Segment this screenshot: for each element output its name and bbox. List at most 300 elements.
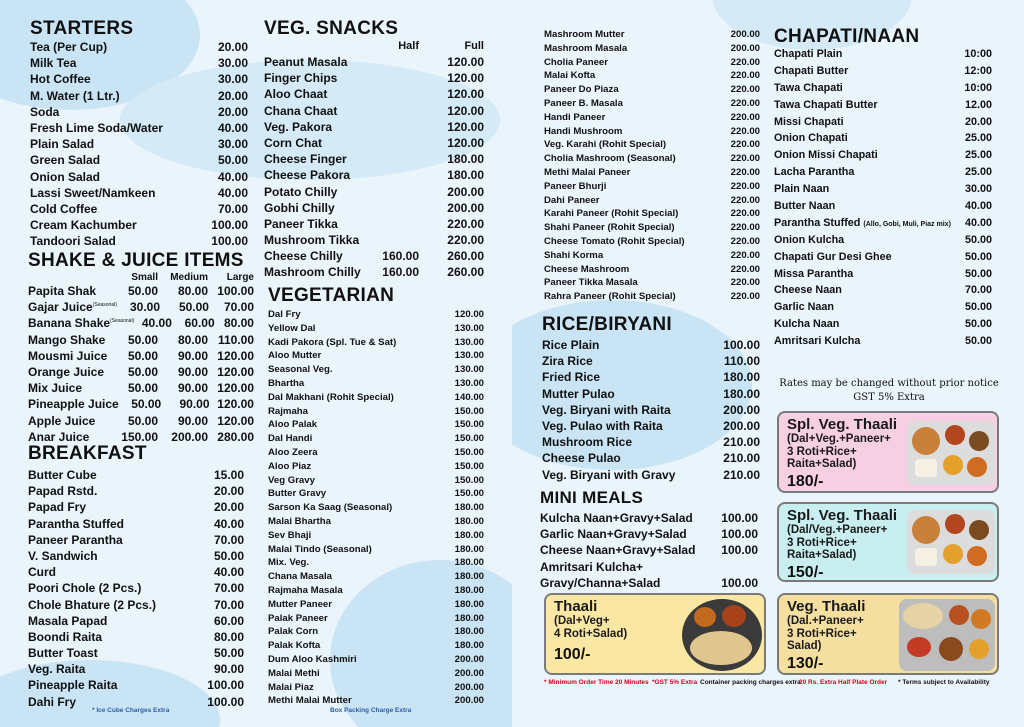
thaali-card-spl-180 xyxy=(777,411,999,493)
item-name xyxy=(28,349,114,363)
menu-item-row xyxy=(268,626,484,640)
item-name: Cholia Paneer xyxy=(544,56,608,68)
item-name: Paneer Tikka Masala xyxy=(544,277,638,289)
item-price: 50.00 xyxy=(213,646,244,661)
item-price: 70.00 xyxy=(964,284,992,297)
item-name: Shahi Paneer (Rohit Special) xyxy=(544,222,675,234)
menu-item-row xyxy=(544,277,760,291)
price-large: 100.00 xyxy=(217,284,254,298)
menu-item-row xyxy=(544,43,760,57)
thaali-card-spl-150 xyxy=(777,502,999,582)
thaali-price: 180/- xyxy=(787,472,824,490)
menu-item-row xyxy=(28,517,244,533)
menu-item-row xyxy=(264,185,484,201)
menu-item-row xyxy=(268,350,484,364)
menu-item-row xyxy=(774,48,992,65)
starters-list xyxy=(30,40,248,250)
menu-item-row xyxy=(268,488,484,502)
menu-item-row xyxy=(774,284,992,301)
portion-column-headers xyxy=(264,40,484,55)
menu-item-row xyxy=(30,40,248,56)
item-price: 20.00 xyxy=(217,104,248,119)
item-name: Handi Mushroom xyxy=(544,125,623,137)
menu-item-row xyxy=(28,316,254,332)
item-name: Mix. Veg. xyxy=(268,557,310,569)
paneer-mushroom-section xyxy=(544,29,760,305)
box-packing-note: Box Packing Charge Extra xyxy=(330,707,412,714)
section-title: RICE/BIRYANI xyxy=(542,314,672,335)
menu-item-row xyxy=(30,72,248,88)
menu-item-row xyxy=(268,392,484,406)
menu-item-row xyxy=(542,451,760,467)
item-name: Milk Tea xyxy=(30,56,77,71)
rice-list xyxy=(542,338,760,484)
price-medium: 90.00 xyxy=(177,364,208,379)
menu-item-row xyxy=(544,126,760,140)
item-price: 40.00 xyxy=(213,565,244,580)
item-name: Mashroom Mutter xyxy=(544,29,625,40)
price-small: 30.00 xyxy=(129,300,160,315)
item-name xyxy=(774,65,946,77)
item-name: Handi Paneer xyxy=(544,111,606,123)
menu-item-row xyxy=(264,136,484,152)
item-name xyxy=(774,284,946,296)
item-price: 100.00 xyxy=(723,338,760,352)
item-price: 200.00 xyxy=(723,402,760,417)
item-name xyxy=(28,381,114,395)
menu-item-row xyxy=(542,468,760,484)
item-price: 50.00 xyxy=(964,233,992,246)
item-price: 10:00 xyxy=(964,81,992,94)
item-name xyxy=(774,166,946,178)
item-price: 150.00 xyxy=(454,405,484,417)
item-price: 220.00 xyxy=(730,97,760,109)
menu-item-row xyxy=(268,544,484,558)
price-large: 120.00 xyxy=(217,381,254,396)
item-name-text: Onion Kulcha xyxy=(774,233,845,246)
item-name: Gravy/Channa+Salad xyxy=(540,575,661,590)
thaali-desc: (Dal+Veg.+Paneer+ xyxy=(787,433,891,445)
menu-item-row xyxy=(30,202,248,218)
item-name: Fried Rice xyxy=(542,370,601,385)
item-name: Aloo Zeera xyxy=(268,446,318,458)
item-name: Cheese Pakora xyxy=(264,168,351,183)
menu-item-row xyxy=(268,475,484,489)
item-price: 15.00 xyxy=(213,468,244,482)
menu-item-row xyxy=(542,419,760,435)
gst-note: *GST 5% Extra xyxy=(652,679,698,686)
item-price: 220.00 xyxy=(730,208,760,220)
vegetarian-list xyxy=(268,309,484,709)
thaali-desc: 3 Roti+Rice+ xyxy=(787,627,857,640)
item-name: Yellow Dal xyxy=(268,322,316,334)
item-price: 220.00 xyxy=(730,249,760,261)
item-price: 80.00 xyxy=(213,629,244,644)
menu-item-row xyxy=(264,217,484,233)
section-title: CHAPATI/NAAN xyxy=(774,26,920,47)
menu-item-row xyxy=(544,222,760,236)
item-name: Veg. Pulao with Raita xyxy=(542,418,663,433)
item-name: Fresh Lime Soda/Water xyxy=(30,120,163,135)
item-name: Karahi Paneer (Rohit Special) xyxy=(544,208,679,220)
menu-item-row xyxy=(268,378,484,392)
item-name-text: Missa Parantha xyxy=(774,267,854,280)
item-name xyxy=(774,234,946,246)
thaali-desc: 4 Roti+Salad) xyxy=(554,627,628,640)
item-name: Masala Papad xyxy=(28,613,108,628)
seasonal-tag: (Seasonal) xyxy=(110,318,135,325)
menu-item-row xyxy=(264,120,484,136)
menu-item-row xyxy=(264,55,484,71)
item-price: 30.00 xyxy=(964,183,992,196)
item-name: Methi Malai Paneer xyxy=(544,166,631,178)
item-name: Mushroom Rice xyxy=(542,435,633,450)
menu-item-row xyxy=(28,646,244,662)
price-large: 110.00 xyxy=(217,332,254,347)
item-name: Plain Salad xyxy=(30,137,95,152)
menu-item-row xyxy=(268,406,484,420)
thaali-title: Veg. Thaali xyxy=(787,598,866,615)
size-column-headers xyxy=(28,272,254,284)
section-title: MINI MEALS xyxy=(540,488,644,507)
item-price: 210.00 xyxy=(723,451,760,466)
item-price: 200.00 xyxy=(730,29,760,40)
breakfast-section xyxy=(28,443,244,711)
menu-item-row xyxy=(268,668,484,682)
menu-item-row xyxy=(30,56,248,72)
item-price: 150.00 xyxy=(454,474,484,486)
item-name-text: Chapati Gur Desi Ghee xyxy=(774,250,892,263)
menu-item-row xyxy=(542,370,760,386)
item-price: 70.00 xyxy=(213,532,244,547)
price-half: 160.00 xyxy=(382,249,419,264)
item-price: 180.00 xyxy=(454,626,484,638)
menu-item-row xyxy=(30,170,248,186)
item-name: Rajmaha Masala xyxy=(268,584,343,596)
item-price: 220.00 xyxy=(730,291,760,303)
breakfast-list xyxy=(28,468,244,711)
menu-item-row xyxy=(264,265,484,281)
item-price: 100.00 xyxy=(211,218,248,233)
item-name xyxy=(774,99,946,111)
menu-item-row xyxy=(774,301,992,318)
menu-item-row xyxy=(540,576,758,592)
item-price: 220.00 xyxy=(730,70,760,82)
item-price: 150.00 xyxy=(454,419,484,431)
item-name: Paneer B. Masala xyxy=(544,97,623,109)
thaali-desc: Raita+Salad) xyxy=(787,549,857,561)
item-name: Zira Rice xyxy=(542,354,593,369)
half-plate-note: 20 Rs. Extra Half Plate Order xyxy=(799,679,888,686)
item-name: Butter Cube xyxy=(28,468,97,482)
item-name: Sev Bhaji xyxy=(268,529,312,541)
item-name: Hot Coffee xyxy=(30,72,91,87)
price-small: 50.00 xyxy=(127,364,158,379)
price-medium: 50.00 xyxy=(178,300,209,315)
price-medium: 90.00 xyxy=(177,413,208,428)
item-price: 25.00 xyxy=(964,149,992,162)
item-price: 180.00 xyxy=(454,529,484,541)
menu-item-row xyxy=(268,571,484,585)
item-name: Onion Salad xyxy=(30,169,101,184)
menu-item-row xyxy=(28,381,254,397)
item-price: 40.00 xyxy=(217,169,248,184)
menu-item-row xyxy=(544,84,760,98)
menu-item-row xyxy=(544,139,760,153)
item-price: 40.00 xyxy=(964,216,992,229)
thaali-desc: Raita+Salad) xyxy=(787,458,857,470)
thaali-card-100 xyxy=(544,593,766,675)
chapati-list xyxy=(774,48,992,352)
item-name: Dal Fry xyxy=(268,309,301,320)
item-name-text: Mango Shake xyxy=(28,332,106,347)
price-full: 200.00 xyxy=(447,200,484,215)
menu-item-row xyxy=(28,630,244,646)
menu-item-row xyxy=(540,543,758,559)
veg-snacks-list xyxy=(264,55,484,282)
menu-item-row xyxy=(268,433,484,447)
item-name: Aloo Chaat xyxy=(264,87,328,102)
item-name: Rajmaha xyxy=(268,405,308,417)
price-full: 260.00 xyxy=(447,265,484,280)
terms-note: * Terms subject to Availability xyxy=(898,679,990,686)
item-price: 12:00 xyxy=(964,64,992,77)
menu-item-row xyxy=(268,461,484,475)
item-name: Tandoori Salad xyxy=(30,234,116,249)
item-name: Butter Gravy xyxy=(268,488,327,500)
menu-item-row xyxy=(774,217,992,234)
item-name xyxy=(774,183,946,195)
menu-item-row xyxy=(30,89,248,105)
thaali-desc: (Dal+Veg+ xyxy=(554,615,610,627)
item-name: Kadi Pakora (Spl. Tue & Sat) xyxy=(268,336,397,348)
item-price: 130.00 xyxy=(454,350,484,362)
price-full: 120.00 xyxy=(447,87,484,102)
item-price: 220.00 xyxy=(730,235,760,247)
item-price: 100.00 xyxy=(721,543,758,558)
menu-item-row xyxy=(30,153,248,169)
item-price: 130.00 xyxy=(454,336,484,348)
item-name xyxy=(28,365,114,379)
item-price: 220.00 xyxy=(730,56,760,68)
item-name: Sarson Ka Saag (Seasonal) xyxy=(268,502,393,514)
menu-item-row xyxy=(264,233,484,249)
menu-item-row xyxy=(774,335,992,352)
item-price: 200.00 xyxy=(730,42,760,54)
menu-item-row xyxy=(544,208,760,222)
item-name: Mushroom Tikka xyxy=(264,233,360,248)
item-name: Methi Malai Mutter xyxy=(268,695,352,707)
item-name: Amritsari Kulcha+ xyxy=(540,559,644,574)
item-name: Palak Corn xyxy=(268,626,319,638)
item-name: Cheese Pulao xyxy=(542,451,621,466)
item-price: 220.00 xyxy=(730,111,760,123)
item-name-text: Gajar Juice xyxy=(28,300,93,315)
menu-item-row xyxy=(544,195,760,209)
item-name-text: Amritsari Kulcha xyxy=(774,335,861,348)
price-full: 220.00 xyxy=(447,233,484,248)
thaali-price: 150/- xyxy=(787,563,824,581)
item-name: Seasonal Veg. xyxy=(268,364,333,376)
item-name xyxy=(774,116,946,128)
item-price: 20.00 xyxy=(217,88,248,103)
menu-item-row xyxy=(268,502,484,516)
thaali-title: Thaali xyxy=(554,598,598,615)
menu-item-row xyxy=(268,309,484,323)
col-large: Large xyxy=(226,272,254,283)
col-medium: Medium xyxy=(170,272,208,283)
item-price: 220.00 xyxy=(730,180,760,192)
item-name xyxy=(28,284,114,298)
container-note: Container packing charges extra xyxy=(700,679,801,686)
menu-item-row xyxy=(544,181,760,195)
item-price: 220.00 xyxy=(730,277,760,289)
menu-item-row xyxy=(774,183,992,200)
thaali-desc: (Dal/Veg.+Paneer+ xyxy=(787,524,888,536)
item-name: Palak Kofta xyxy=(268,640,321,652)
item-name: Pineapple Raita xyxy=(28,678,118,693)
rice-biryani-section xyxy=(542,314,760,484)
item-price: 150.00 xyxy=(454,433,484,445)
menu-item-row xyxy=(542,435,760,451)
price-full: 180.00 xyxy=(447,152,484,167)
item-name xyxy=(774,132,946,144)
item-name-text: Cheese Naan xyxy=(774,284,842,297)
item-name: Garlic Naan+Gravy+Salad xyxy=(540,527,687,542)
menu-item-row xyxy=(544,153,760,167)
price-medium: 90.00 xyxy=(177,381,208,396)
item-name: Malai Kofta xyxy=(544,70,596,82)
item-name: V. Sandwich xyxy=(28,548,98,563)
menu-item-row xyxy=(30,105,248,121)
item-price: 20.00 xyxy=(213,500,244,515)
price-full: 120.00 xyxy=(447,71,484,86)
thaali-price: 100/- xyxy=(554,646,591,663)
item-price: 20.00 xyxy=(964,115,992,128)
price-full: 120.00 xyxy=(447,103,484,118)
menu-item-row xyxy=(544,236,760,250)
item-name: Aloo Palak xyxy=(268,419,318,431)
item-name: Malai Bhartha xyxy=(268,515,331,527)
menu-item-row xyxy=(28,614,244,630)
item-price: 180.00 xyxy=(454,598,484,610)
item-price: 40.00 xyxy=(217,120,248,135)
thaali-price: 130/- xyxy=(787,654,824,672)
thaali-plate-image xyxy=(682,599,762,671)
item-name: Cold Coffee xyxy=(30,201,98,216)
menu-item-row xyxy=(28,662,244,678)
item-price: 90.00 xyxy=(213,662,244,677)
item-name-text: Onion Missi Chapati xyxy=(774,149,878,162)
price-full: 120.00 xyxy=(447,119,484,134)
item-price: 180.00 xyxy=(454,571,484,583)
item-name: Peanut Masala xyxy=(264,55,348,69)
item-price: 180.00 xyxy=(454,557,484,569)
item-price: 220.00 xyxy=(730,153,760,165)
item-name: M. Water (1 Ltr.) xyxy=(30,88,120,103)
item-name: Chana Masala xyxy=(268,571,332,583)
item-name-text: Parantha Stuffed xyxy=(774,216,861,229)
item-name-text: Onion Chapati xyxy=(774,132,848,145)
price-medium: 80.00 xyxy=(177,284,208,298)
item-price: 210.00 xyxy=(723,435,760,450)
item-name-text: Mix Juice xyxy=(28,381,83,396)
item-price: 150.00 xyxy=(454,446,484,458)
item-name: Cholia Mashroom (Seasonal) xyxy=(544,153,676,165)
item-name xyxy=(28,397,119,411)
item-price: 100.00 xyxy=(211,234,248,249)
ice-cube-note: * Ice Cube Charges Extra xyxy=(92,707,170,714)
price-large: 120.00 xyxy=(217,364,254,379)
item-price: 180.00 xyxy=(454,640,484,652)
item-note: (Allo, Gobi, Muli, Piaz mix) xyxy=(863,220,951,228)
item-price: 100.00 xyxy=(207,694,244,709)
item-price: 200.00 xyxy=(723,418,760,433)
item-name: Dahi Fry xyxy=(28,694,77,709)
menu-item-row xyxy=(774,268,992,285)
shake-list xyxy=(28,284,254,446)
item-price: 100.00 xyxy=(207,678,244,693)
menu-item-row xyxy=(268,337,484,351)
thaali-desc: (Dal.+Paneer+ xyxy=(787,615,864,627)
item-name xyxy=(28,430,114,444)
menu-item-row xyxy=(774,149,992,166)
item-price: 220.00 xyxy=(730,263,760,275)
item-name xyxy=(28,414,114,428)
item-name xyxy=(774,301,946,313)
shake-juice-section xyxy=(28,250,254,446)
thaali-desc: Salad) xyxy=(787,640,822,652)
item-price: 200.00 xyxy=(454,695,484,707)
thaali-card-veg-130 xyxy=(777,593,999,675)
item-price: 180.00 xyxy=(454,612,484,624)
item-price: 20.00 xyxy=(217,40,248,54)
menu-item-row xyxy=(28,397,254,413)
item-price: 40.00 xyxy=(217,185,248,200)
col-small: Small xyxy=(131,272,158,283)
item-name: Boondi Raita xyxy=(28,629,102,644)
item-price: 50.00 xyxy=(213,548,244,563)
menu-item-row xyxy=(540,560,758,576)
item-name: Mutter Pulao xyxy=(542,386,615,401)
price-full: 260.00 xyxy=(447,249,484,264)
menu-item-row xyxy=(540,527,758,543)
item-name-text: Missi Chapati xyxy=(774,115,844,128)
item-name: Paneer Tikka xyxy=(264,216,338,231)
price-large: 120.00 xyxy=(217,397,254,412)
price-full: 200.00 xyxy=(447,184,484,199)
item-name: Veg. Biryani with Gravy xyxy=(542,467,676,482)
item-price: 50.00 xyxy=(964,267,992,280)
price-large: 70.00 xyxy=(223,300,255,315)
item-name-text: Plain Naan xyxy=(774,183,830,196)
price-full: 120.00 xyxy=(447,55,484,69)
item-price: 30.00 xyxy=(217,56,248,71)
menu-page-right xyxy=(512,0,1024,727)
item-name xyxy=(774,268,946,280)
menu-item-row xyxy=(268,530,484,544)
item-name: Malai Piaz xyxy=(268,681,314,693)
item-price: 220.00 xyxy=(730,84,760,96)
item-price: 180.00 xyxy=(454,515,484,527)
menu-item-row xyxy=(28,333,254,349)
menu-item-row xyxy=(542,354,760,370)
item-price: 12.00 xyxy=(964,98,992,111)
item-name: Veg. Biryani with Raita xyxy=(542,402,671,417)
veg-snacks-section xyxy=(264,18,484,282)
item-name: Shahi Korma xyxy=(544,249,604,261)
price-medium: 80.00 xyxy=(177,332,208,347)
